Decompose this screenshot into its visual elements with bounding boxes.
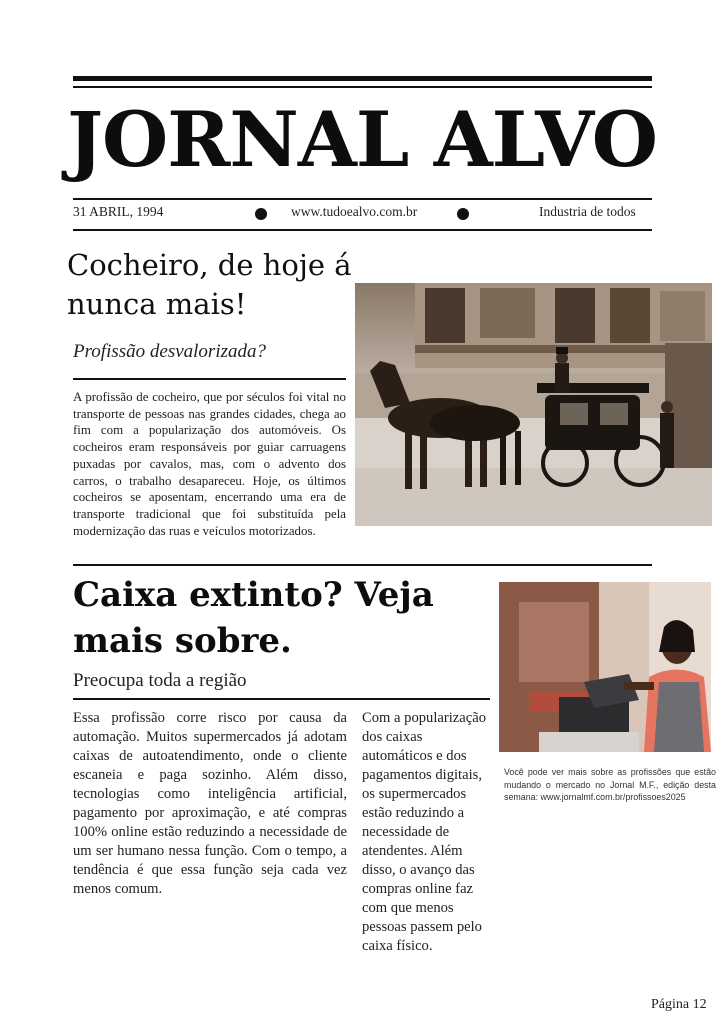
horse-carriage-photo <box>355 283 712 526</box>
issue-date: 31 ABRIL, 1994 <box>73 204 164 219</box>
article2-headline: Caixa extinto? Veja mais sobre. <box>73 575 434 661</box>
masthead-top-rule-thin <box>73 86 652 88</box>
page-number: Página 12 <box>651 997 707 1012</box>
cashier-photo <box>499 582 711 752</box>
tagline: Industria de todos <box>539 204 636 219</box>
article2-body-column2: Com a popularização dos caixas automáticos e dos pagamentos digitais, os supermercados estão reduzindo a necessidade de atendentes. Além disso, o avanço das compras online faz com que menos pessoas passem pelo caixa físico. <box>362 710 486 954</box>
dateline-top-rule <box>73 198 652 200</box>
masthead-top-rule-thick <box>73 76 652 81</box>
separator-dot-left <box>255 208 267 220</box>
photo-caption: Você pode ver mais sobre as profissões que estão mudando o mercado no Jornal M.F., edição desta semana: www.jornalmf.com.br/profissoes2025 <box>504 767 716 803</box>
article2-divider <box>73 698 490 700</box>
article2-subheading: Preocupa toda a região <box>73 670 247 691</box>
dateline-bottom-rule <box>73 229 652 231</box>
section-divider <box>73 564 652 566</box>
website-link[interactable]: www.tudoealvo.com.br <box>291 204 418 219</box>
newspaper-masthead: JORNAL ALVO <box>67 95 657 184</box>
article1-body: A profissão de cocheiro, que por séculos foi vital no transporte de pessoas nas grandes cidades, chega ao fim com a popularização dos automóveis. Os cocheiros eram responsáveis por guiar carruagens puxadas por cavalos, mas, com o advento dos carros, o trabalho desapareceu. Hoje, os últimos cocheiros se aposentam, encerrando uma era de transporte tradicional que foi substituída pela modernização das ruas e veículos motorizados. <box>73 390 346 538</box>
article1-headline: Cocheiro, de hoje á nunca mais! <box>67 248 352 321</box>
separator-dot-right <box>457 208 469 220</box>
article2-body-column1: Essa profissão corre risco por causa da automação. Muitos supermercados já adotam caixas de autoatendimento, onde o cliente escaneia e paga sozinho. Além disso, tecnologias como inteligência artificial, pagamento por aproximação, e até compras 100% online estão reduzindo a necessidade de um ser humano nessa função. Com o tempo, a tendência é que essa função seja cada vez menos comum. <box>73 710 347 897</box>
article1-divider <box>73 378 346 380</box>
article1-subheading: Profissão desvalorizada? <box>73 341 266 362</box>
